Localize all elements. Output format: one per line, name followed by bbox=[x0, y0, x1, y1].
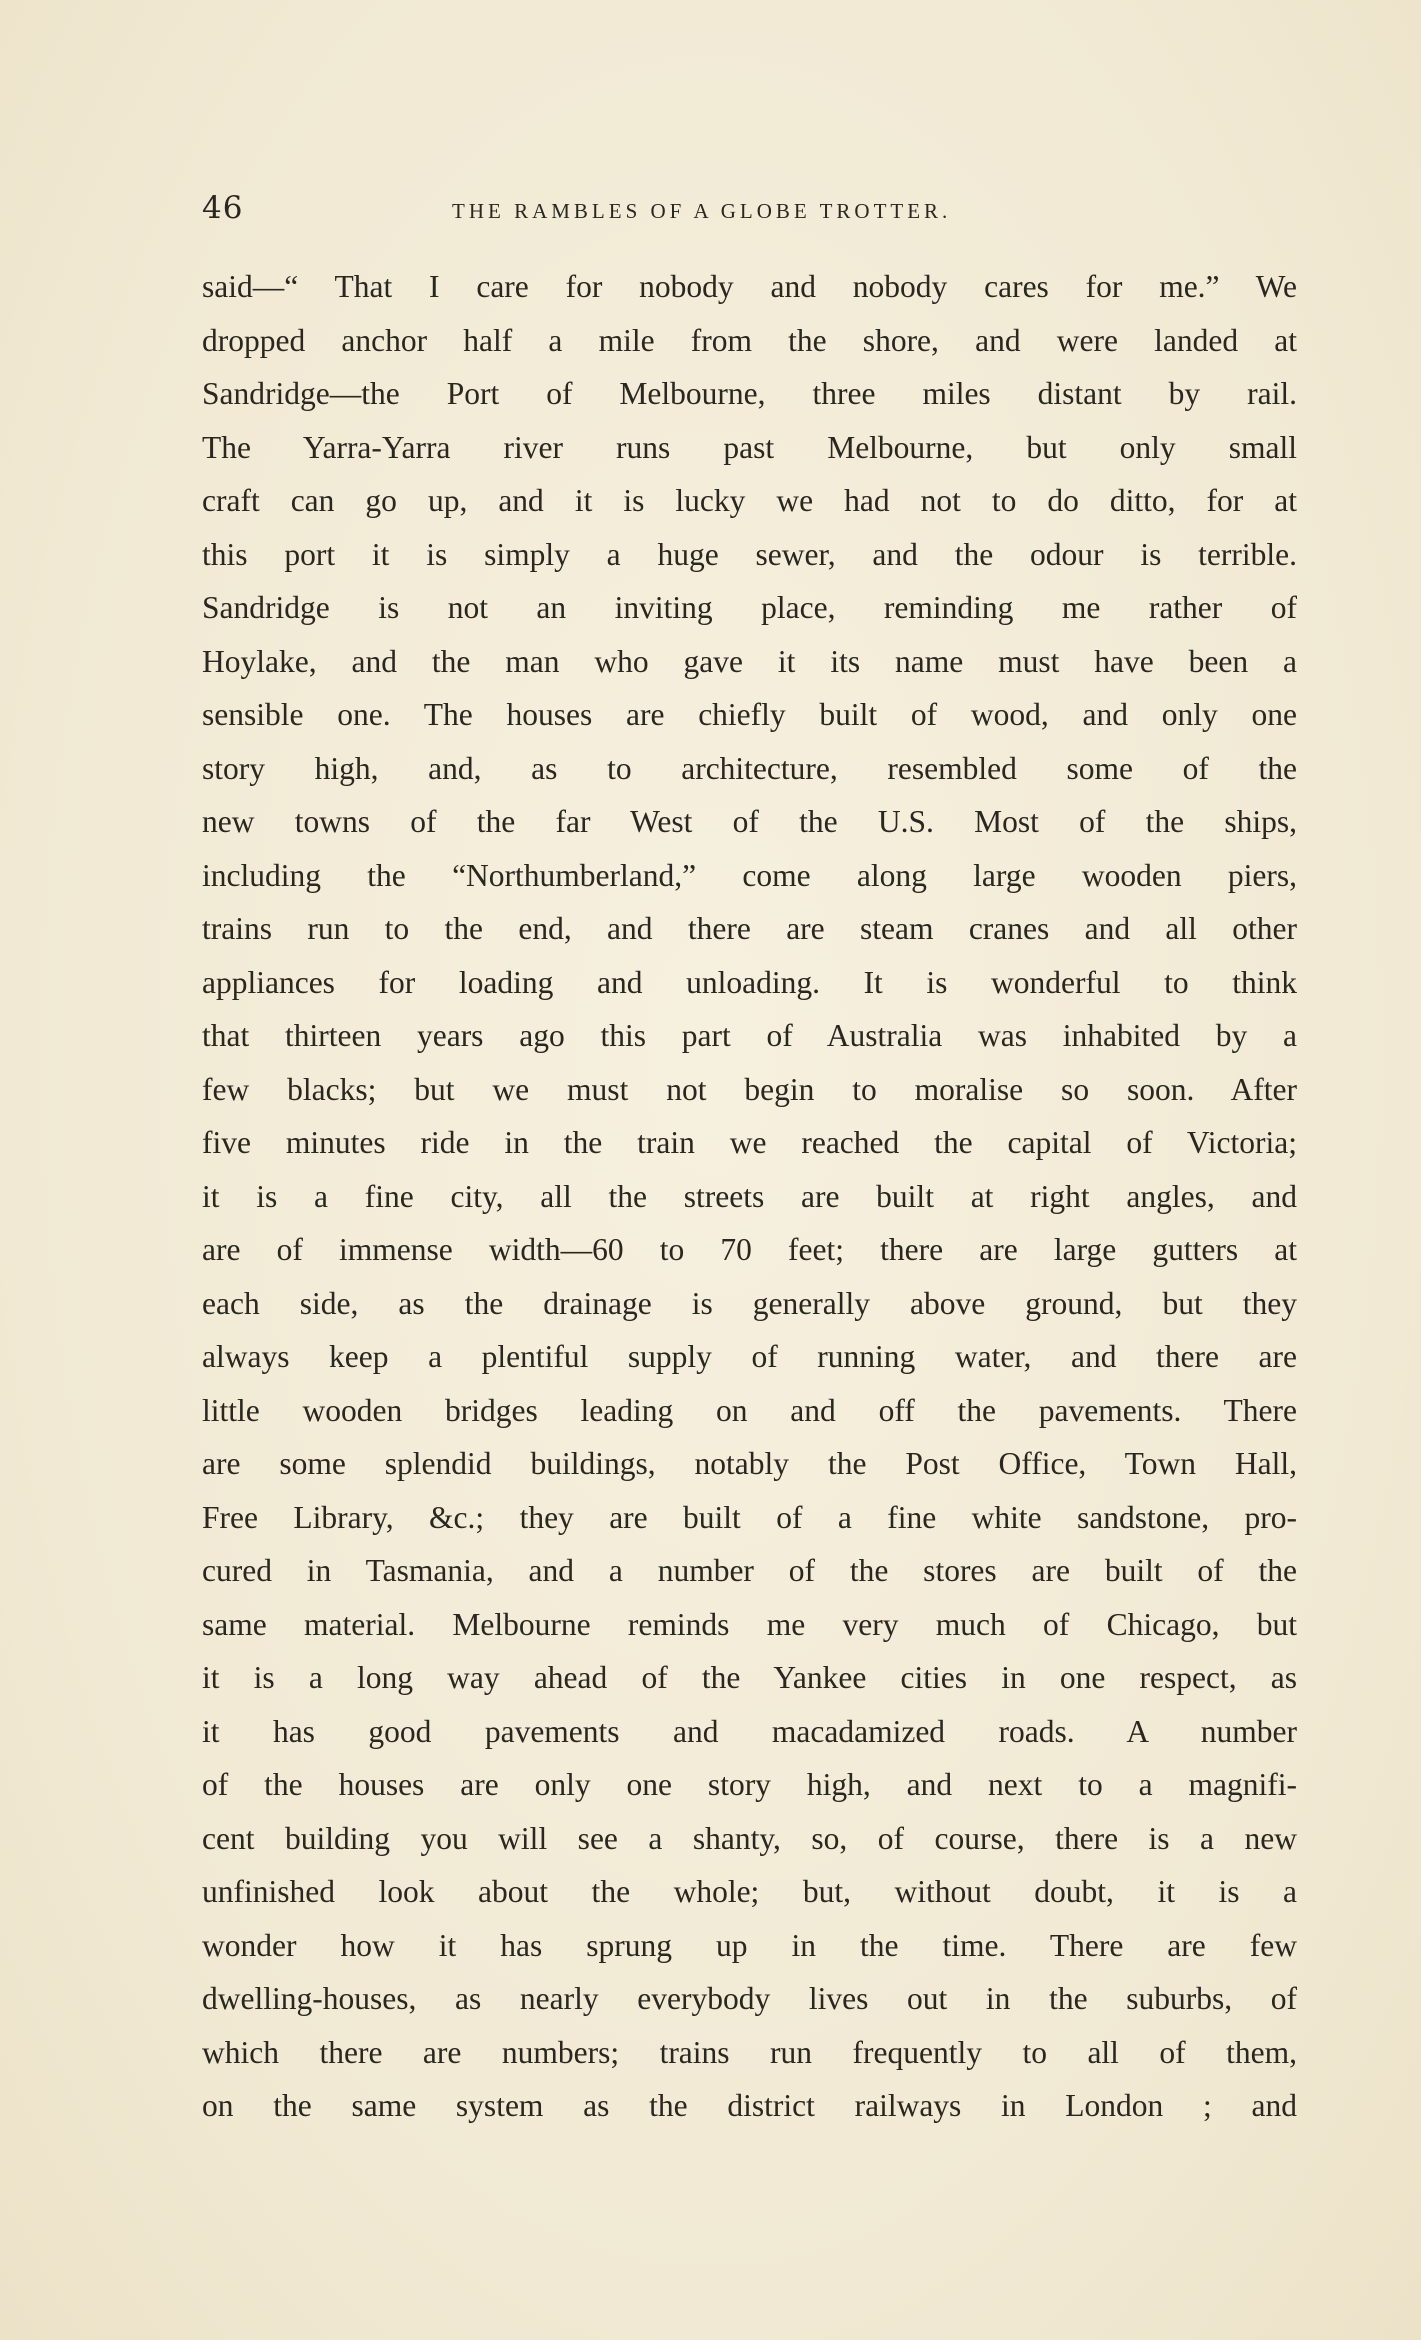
text-line: it is a long way ahead of the Yankee cities in one respect, as bbox=[202, 1660, 1297, 1695]
text-line: five minutes ride in the train we reached the capital of Victoria; bbox=[202, 1125, 1297, 1160]
text-line: always keep a plentiful supply of running water, and there are bbox=[202, 1339, 1297, 1374]
text-line: cent building you will see a shanty, so, of course, there is a new bbox=[202, 1820, 1297, 1856]
text-line: trains run to the end, and there are steam cranes and all other bbox=[202, 911, 1297, 946]
text-line: few blacks; but we must not begin to moralise so soon. After bbox=[202, 1071, 1297, 1107]
text-line: appliances for loading and unloading. It is wonderful to think bbox=[202, 964, 1297, 1000]
text-line: are some splendid buildings, notably the Post Office, Town Hall, bbox=[202, 1446, 1297, 1481]
text-line: The Yarra-Yarra river runs past Melbourne, but only small bbox=[202, 429, 1297, 465]
text-line: wonder how it has sprung up in the time. There are few bbox=[202, 1927, 1297, 1963]
text-line: story high, and, as to architecture, resembled some of the bbox=[202, 750, 1297, 786]
text-line: sensible one. The houses are chiefly built of wood, and only one bbox=[202, 697, 1297, 732]
text-line: cured in Tasmania, and a number of the stores are built of the bbox=[202, 1553, 1297, 1588]
running-title: THE RAMBLES OF A GLOBE TROTTER. bbox=[452, 199, 952, 223]
text-line: Free Library, &c.; they are built of a fine white sandstone, pro- bbox=[202, 1499, 1297, 1535]
text-line: it has good pavements and macadamized roads. A number bbox=[202, 1713, 1297, 1749]
body-text bbox=[202, 260, 1297, 2133]
text-line: little wooden bridges leading on and off the pavements. There bbox=[202, 1392, 1297, 1428]
text-line: craft can go up, and it is lucky we had not to do ditto, for at bbox=[202, 483, 1297, 518]
text-line: on the same system as the district railways in London ; and bbox=[202, 2088, 1297, 2123]
text-line: new towns of the far West of the U.S. Most of the ships, bbox=[202, 804, 1297, 839]
text-line: dropped anchor half a mile from the shore, and were landed at bbox=[202, 322, 1297, 358]
text-line: including the “Northumberland,” come along large wooden piers, bbox=[202, 857, 1297, 893]
text-line: each side, as the drainage is generally above ground, but they bbox=[202, 1285, 1297, 1321]
text-line: same material. Melbourne reminds me very much of Chicago, but bbox=[202, 1606, 1297, 1642]
text-line: Hoylake, and the man who gave it its name must have been a bbox=[202, 643, 1297, 679]
text-line: which there are numbers; trains run frequently to all of them, bbox=[202, 2034, 1297, 2070]
text-line: are of immense width—60 to 70 feet; there are large gutters at bbox=[202, 1232, 1297, 1267]
text-line: unfinished look about the whole; but, without doubt, it is a bbox=[202, 1874, 1297, 1909]
text-line: Sandridge is not an inviting place, reminding me rather of bbox=[202, 590, 1297, 625]
running-head bbox=[202, 190, 1297, 230]
text-line: that thirteen years ago this part of Australia was inhabited by a bbox=[202, 1018, 1297, 1053]
page-number: 46 bbox=[202, 190, 244, 226]
text-line: it is a fine city, all the streets are built at right angles, and bbox=[202, 1178, 1297, 1214]
text-line: Sandridge—the Port of Melbourne, three miles distant by rail. bbox=[202, 376, 1297, 411]
text-line: dwelling-houses, as nearly everybody lives out in the suburbs, of bbox=[202, 1981, 1297, 2016]
text-line: this port it is simply a huge sewer, and the odour is terrible. bbox=[202, 536, 1297, 572]
text-line: said—“ That I care for nobody and nobody cares for me.” We bbox=[202, 269, 1297, 304]
text-line: of the houses are only one story high, and next to a magnifi- bbox=[202, 1767, 1297, 1802]
